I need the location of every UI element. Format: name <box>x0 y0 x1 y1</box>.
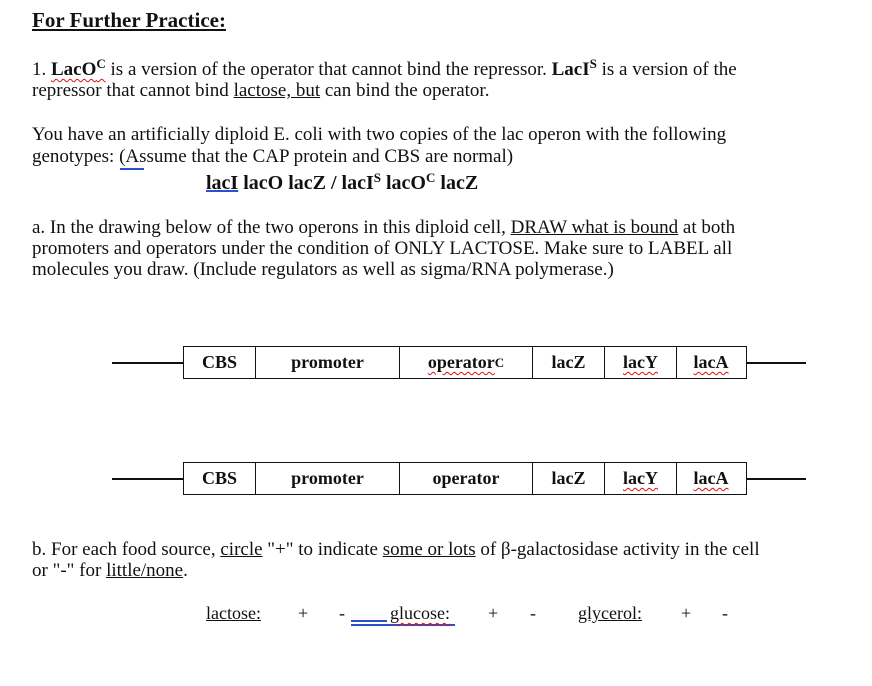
food-lactose-minus[interactable]: - <box>339 603 345 623</box>
operon1-dna-right <box>744 362 806 364</box>
laco-term: LacO$^C$ <box>51 56 106 80</box>
page-heading: For Further Practice: <box>32 8 226 32</box>
operon1-lacz[interactable]: lacZ <box>533 347 605 378</box>
diploid-line1: You have an artificially diploid E. coli with two copies of the lac operon with the following <box>32 124 727 145</box>
q1-line1 <box>32 56 737 81</box>
lactose-underlined: lactose, but <box>233 80 321 101</box>
operon1-dna-left <box>112 362 186 364</box>
q1-line2: repressor that cannot bind lactose, but can bind the operator. <box>32 80 490 101</box>
food-glycerol-plus[interactable]: + <box>681 603 692 623</box>
operon1-lacy[interactable]: lacY <box>605 347 677 378</box>
food-glucose-minus[interactable]: - <box>530 603 536 623</box>
part-a-line1: a. In the drawing below of the two operons in this diploid cell, DRAW what is bound at both <box>32 217 736 238</box>
food-lactose-plus[interactable]: + <box>298 603 309 623</box>
operon2-dna-right <box>744 478 806 480</box>
operon2-lacy[interactable]: lacY <box>605 463 677 494</box>
diploid-line2: genotypes: (Assume that the CAP protein and CBS are normal) <box>32 146 514 167</box>
operon1-laca[interactable]: lacA <box>693 352 729 372</box>
food-glycerol-minus[interactable]: - <box>722 603 728 623</box>
genotype-line: lacI lacO lacZ / lacI$^S$ lacO$^C$ lacZ <box>206 170 479 194</box>
operon2-laca[interactable]: lacA <box>693 468 729 488</box>
food-glycerol-label: glycerol: <box>578 603 642 623</box>
food-lactose-label: lactose: <box>206 603 261 623</box>
operon2-cbs[interactable]: CBS <box>184 463 256 494</box>
blue-rule-a <box>351 620 387 622</box>
operon1-promoter[interactable]: promoter <box>256 347 400 378</box>
q1-text1: is a version of the operator that cannot bind the repressor. <box>110 59 547 80</box>
blue-rule-b <box>351 624 455 626</box>
operon2[interactable] <box>183 462 747 495</box>
food-glucose-plus[interactable]: + <box>488 603 499 623</box>
operon2-lacz[interactable]: lacZ <box>533 463 605 494</box>
part-b-line2: or "-" for little/none. <box>32 560 188 581</box>
part-a-line2: promoters and operators under the condition of ONLY LACTOSE. Make sure to LABEL all <box>32 238 733 259</box>
operon2-dna-left <box>112 478 186 480</box>
laci-term: LacI$^S$ <box>551 56 597 80</box>
part-b-line1: b. For each food source, circle "+" to indicate some or lots of β-galactosidase activity in the cell <box>32 539 760 560</box>
operon2-promoter[interactable]: promoter <box>256 463 400 494</box>
cursor-mark <box>120 168 144 170</box>
part-a-line3: molecules you draw. (Include regulators as well as sigma/RNA polymerase.) <box>32 259 614 280</box>
operon1[interactable] <box>183 346 747 379</box>
operon2-operator[interactable]: operator <box>400 463 533 494</box>
food-glucose-label: glucose: <box>390 603 450 623</box>
q1-number: 1. <box>32 59 47 80</box>
operon1-cbs[interactable]: CBS <box>184 347 256 378</box>
q1-text2: is a version of the <box>601 59 737 80</box>
operon1-operator[interactable]: operator C <box>400 347 533 378</box>
